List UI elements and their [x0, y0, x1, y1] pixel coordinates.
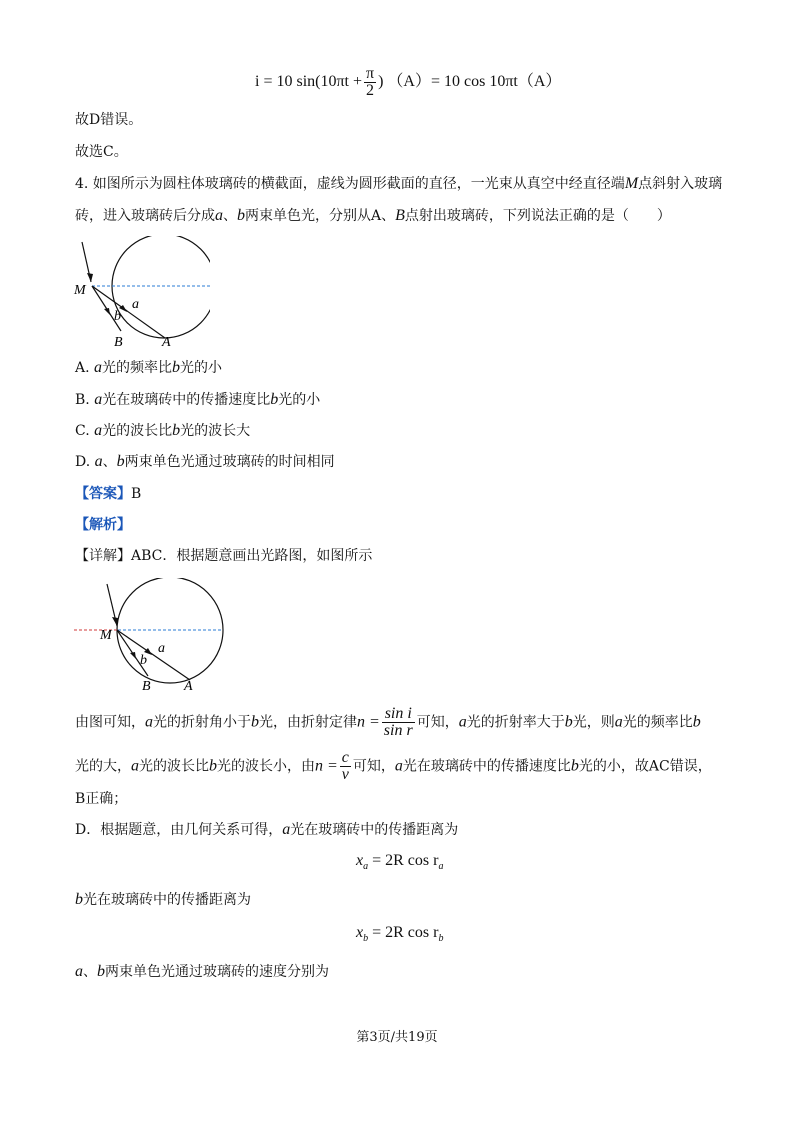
- label-a: a: [158, 641, 165, 656]
- d-part-line: [75, 820, 458, 840]
- fraction-denominator: 2: [366, 82, 375, 99]
- equation-rhs: = 2R cos r: [372, 852, 439, 869]
- explain-text: 可知，: [352, 758, 395, 775]
- var-b: b: [251, 713, 259, 731]
- option-text: 光的小: [278, 392, 321, 408]
- option-label: C.: [75, 423, 90, 439]
- var-b: b: [75, 891, 83, 908]
- explain-text: 光，则: [572, 714, 615, 731]
- option-text: 两束单色光通过玻璃砖的时间相同: [124, 454, 335, 470]
- var-a: a: [145, 713, 153, 731]
- label-A: A: [184, 679, 193, 694]
- ray-b-arrow: [104, 308, 110, 315]
- explain-line-1: [75, 706, 701, 739]
- formula-lhs: i = 10 sin(10πt +: [255, 73, 363, 91]
- equation-rhs: = 2R cos r: [372, 924, 439, 941]
- explain-text: 光的波长小，由: [217, 758, 315, 775]
- var-a: a: [94, 391, 103, 408]
- answer-value: B: [131, 486, 142, 502]
- var-a: a: [458, 713, 467, 731]
- q4-text: 4. 如图所示为圆柱体玻璃砖的横截面，虚线为圆形截面的直径，一光束从真空中经直径端: [75, 176, 625, 192]
- option-text: 光的小: [180, 360, 223, 376]
- var-a: a: [131, 757, 139, 775]
- explain-line-3: B正确；: [75, 791, 128, 807]
- label-A: A: [162, 335, 171, 348]
- q4-text: 点斜射入玻璃: [638, 176, 723, 192]
- var-a: a: [394, 757, 403, 775]
- incident-arrow: [112, 617, 118, 626]
- q4-text: 点射出玻璃砖，下列说法正确的是（ ）: [404, 208, 671, 224]
- formula-rhs: ) （A）= 10 cos 10πt（A）: [378, 73, 562, 91]
- var-B: B: [395, 207, 405, 224]
- explain-text: 光的频率比: [622, 714, 693, 731]
- option-text: 光在玻璃砖中的传播速度比: [102, 392, 271, 408]
- top-formula: [255, 66, 561, 99]
- option-text: 光的波长比: [102, 423, 173, 439]
- var-b: b: [570, 757, 579, 775]
- option-text: 光的频率比: [102, 360, 173, 376]
- equation-xb: [356, 924, 443, 944]
- sub-a: a: [363, 861, 369, 873]
- solution-figure: [70, 578, 230, 694]
- option-label: B.: [75, 392, 90, 408]
- fraction-numerator: sin i: [382, 706, 415, 723]
- label-a: a: [132, 297, 139, 312]
- explain-text: 光的折射角小于: [153, 714, 251, 731]
- ray-a: [92, 286, 165, 338]
- label-B: B: [114, 335, 123, 348]
- var-b: b: [97, 963, 105, 980]
- var-a: a: [282, 821, 291, 838]
- explain-line-2: [75, 750, 712, 783]
- question-figure: [70, 236, 210, 348]
- fraction-denominator: v: [341, 766, 349, 783]
- fraction-c-v: [340, 750, 351, 783]
- fraction-numerator: c: [341, 749, 349, 766]
- answer-tag: 【答案】: [75, 486, 131, 502]
- ray-b-arrow: [130, 652, 136, 659]
- label-B: B: [142, 679, 151, 694]
- fraction-sin-i-sin-r: [382, 706, 415, 739]
- explain-text: 光的波长比: [139, 758, 209, 775]
- var-b: b: [564, 713, 573, 731]
- var-b: b: [209, 757, 217, 775]
- explain-text: 光的大，: [75, 758, 131, 775]
- var-x: x: [356, 924, 364, 941]
- fraction-denominator: sin r: [383, 722, 413, 739]
- fraction-numerator: π: [366, 65, 375, 82]
- label-b: b: [140, 653, 147, 668]
- speeds-line: [75, 962, 329, 982]
- option-c: [75, 421, 250, 441]
- label-M: M: [100, 628, 112, 643]
- explain-text: 光的折射率大于: [466, 714, 565, 731]
- var-a: a: [75, 963, 83, 980]
- detail-line: [75, 546, 372, 566]
- explain-text: 光的小，故AC错误，: [578, 758, 712, 775]
- var-b: b: [172, 422, 181, 439]
- fraction-pi-over-2: [364, 66, 376, 99]
- explain-text: 光，由折射定律: [259, 714, 357, 731]
- b-distance-line: [75, 890, 251, 910]
- equation-xa: [356, 852, 443, 872]
- label-b: b: [114, 309, 121, 324]
- d-wrong-line: 故D错误。: [75, 112, 143, 128]
- speeds-text: 、: [83, 964, 97, 980]
- explain-text: 可知，: [416, 714, 459, 731]
- sub-a: a: [438, 861, 444, 873]
- glass-circle: [112, 236, 210, 338]
- explain-text: 由图可知，: [75, 714, 145, 731]
- var-b: b: [237, 207, 245, 224]
- q4-text: 两束单色光，分别从A、: [245, 208, 396, 224]
- incident-arrow: [87, 273, 93, 282]
- var-a: a: [94, 422, 103, 439]
- d-part-text: D．根据题意，由几何关系可得，: [75, 822, 283, 838]
- analysis-line: [75, 515, 131, 535]
- option-label: A.: [75, 360, 90, 376]
- question-4-line-2: [75, 206, 671, 226]
- option-text: 光的波长大: [180, 423, 251, 439]
- option-d: [75, 452, 335, 472]
- label-M: M: [74, 283, 86, 298]
- ray-a: [117, 630, 190, 680]
- var-x: x: [356, 852, 364, 869]
- answer-line: [75, 484, 141, 504]
- var-a: a: [215, 207, 223, 224]
- option-a: [75, 358, 222, 378]
- var-b: b: [270, 391, 279, 408]
- var-b: b: [172, 359, 181, 376]
- detail-tag: 【详解】: [75, 548, 131, 564]
- var-n: n =: [357, 713, 380, 731]
- q4-text: 砖，进入玻璃砖后分成: [75, 208, 215, 224]
- explain-text: 光在玻璃砖中的传播速度比: [402, 758, 571, 775]
- var-b: b: [116, 453, 125, 470]
- var-b: b: [692, 713, 701, 731]
- option-text: 、: [102, 454, 117, 470]
- d-part-text: 光在玻璃砖中的传播距离为: [290, 822, 459, 838]
- sub-b: b: [363, 933, 369, 945]
- var-M: M: [624, 175, 639, 192]
- var-a: a: [614, 713, 623, 731]
- option-b: [75, 390, 320, 410]
- q4-text: 、: [223, 208, 237, 224]
- question-4-line-1: [75, 174, 722, 194]
- var-a: a: [94, 453, 103, 470]
- analysis-tag: 【解析】: [75, 517, 131, 533]
- b-distance-text: 光在玻璃砖中的传播距离为: [83, 892, 251, 908]
- choose-c-line: 故选C。: [75, 144, 128, 160]
- speeds-text: 两束单色光通过玻璃砖的速度分别为: [105, 964, 329, 980]
- page-footer: 第3页/共19页: [356, 1030, 438, 1045]
- detail-text: ABC．根据题意画出光路图，如图所示: [131, 548, 373, 564]
- option-label: D.: [75, 454, 91, 470]
- var-n: n =: [315, 757, 338, 775]
- var-a: a: [94, 359, 103, 376]
- sub-b: b: [438, 933, 444, 945]
